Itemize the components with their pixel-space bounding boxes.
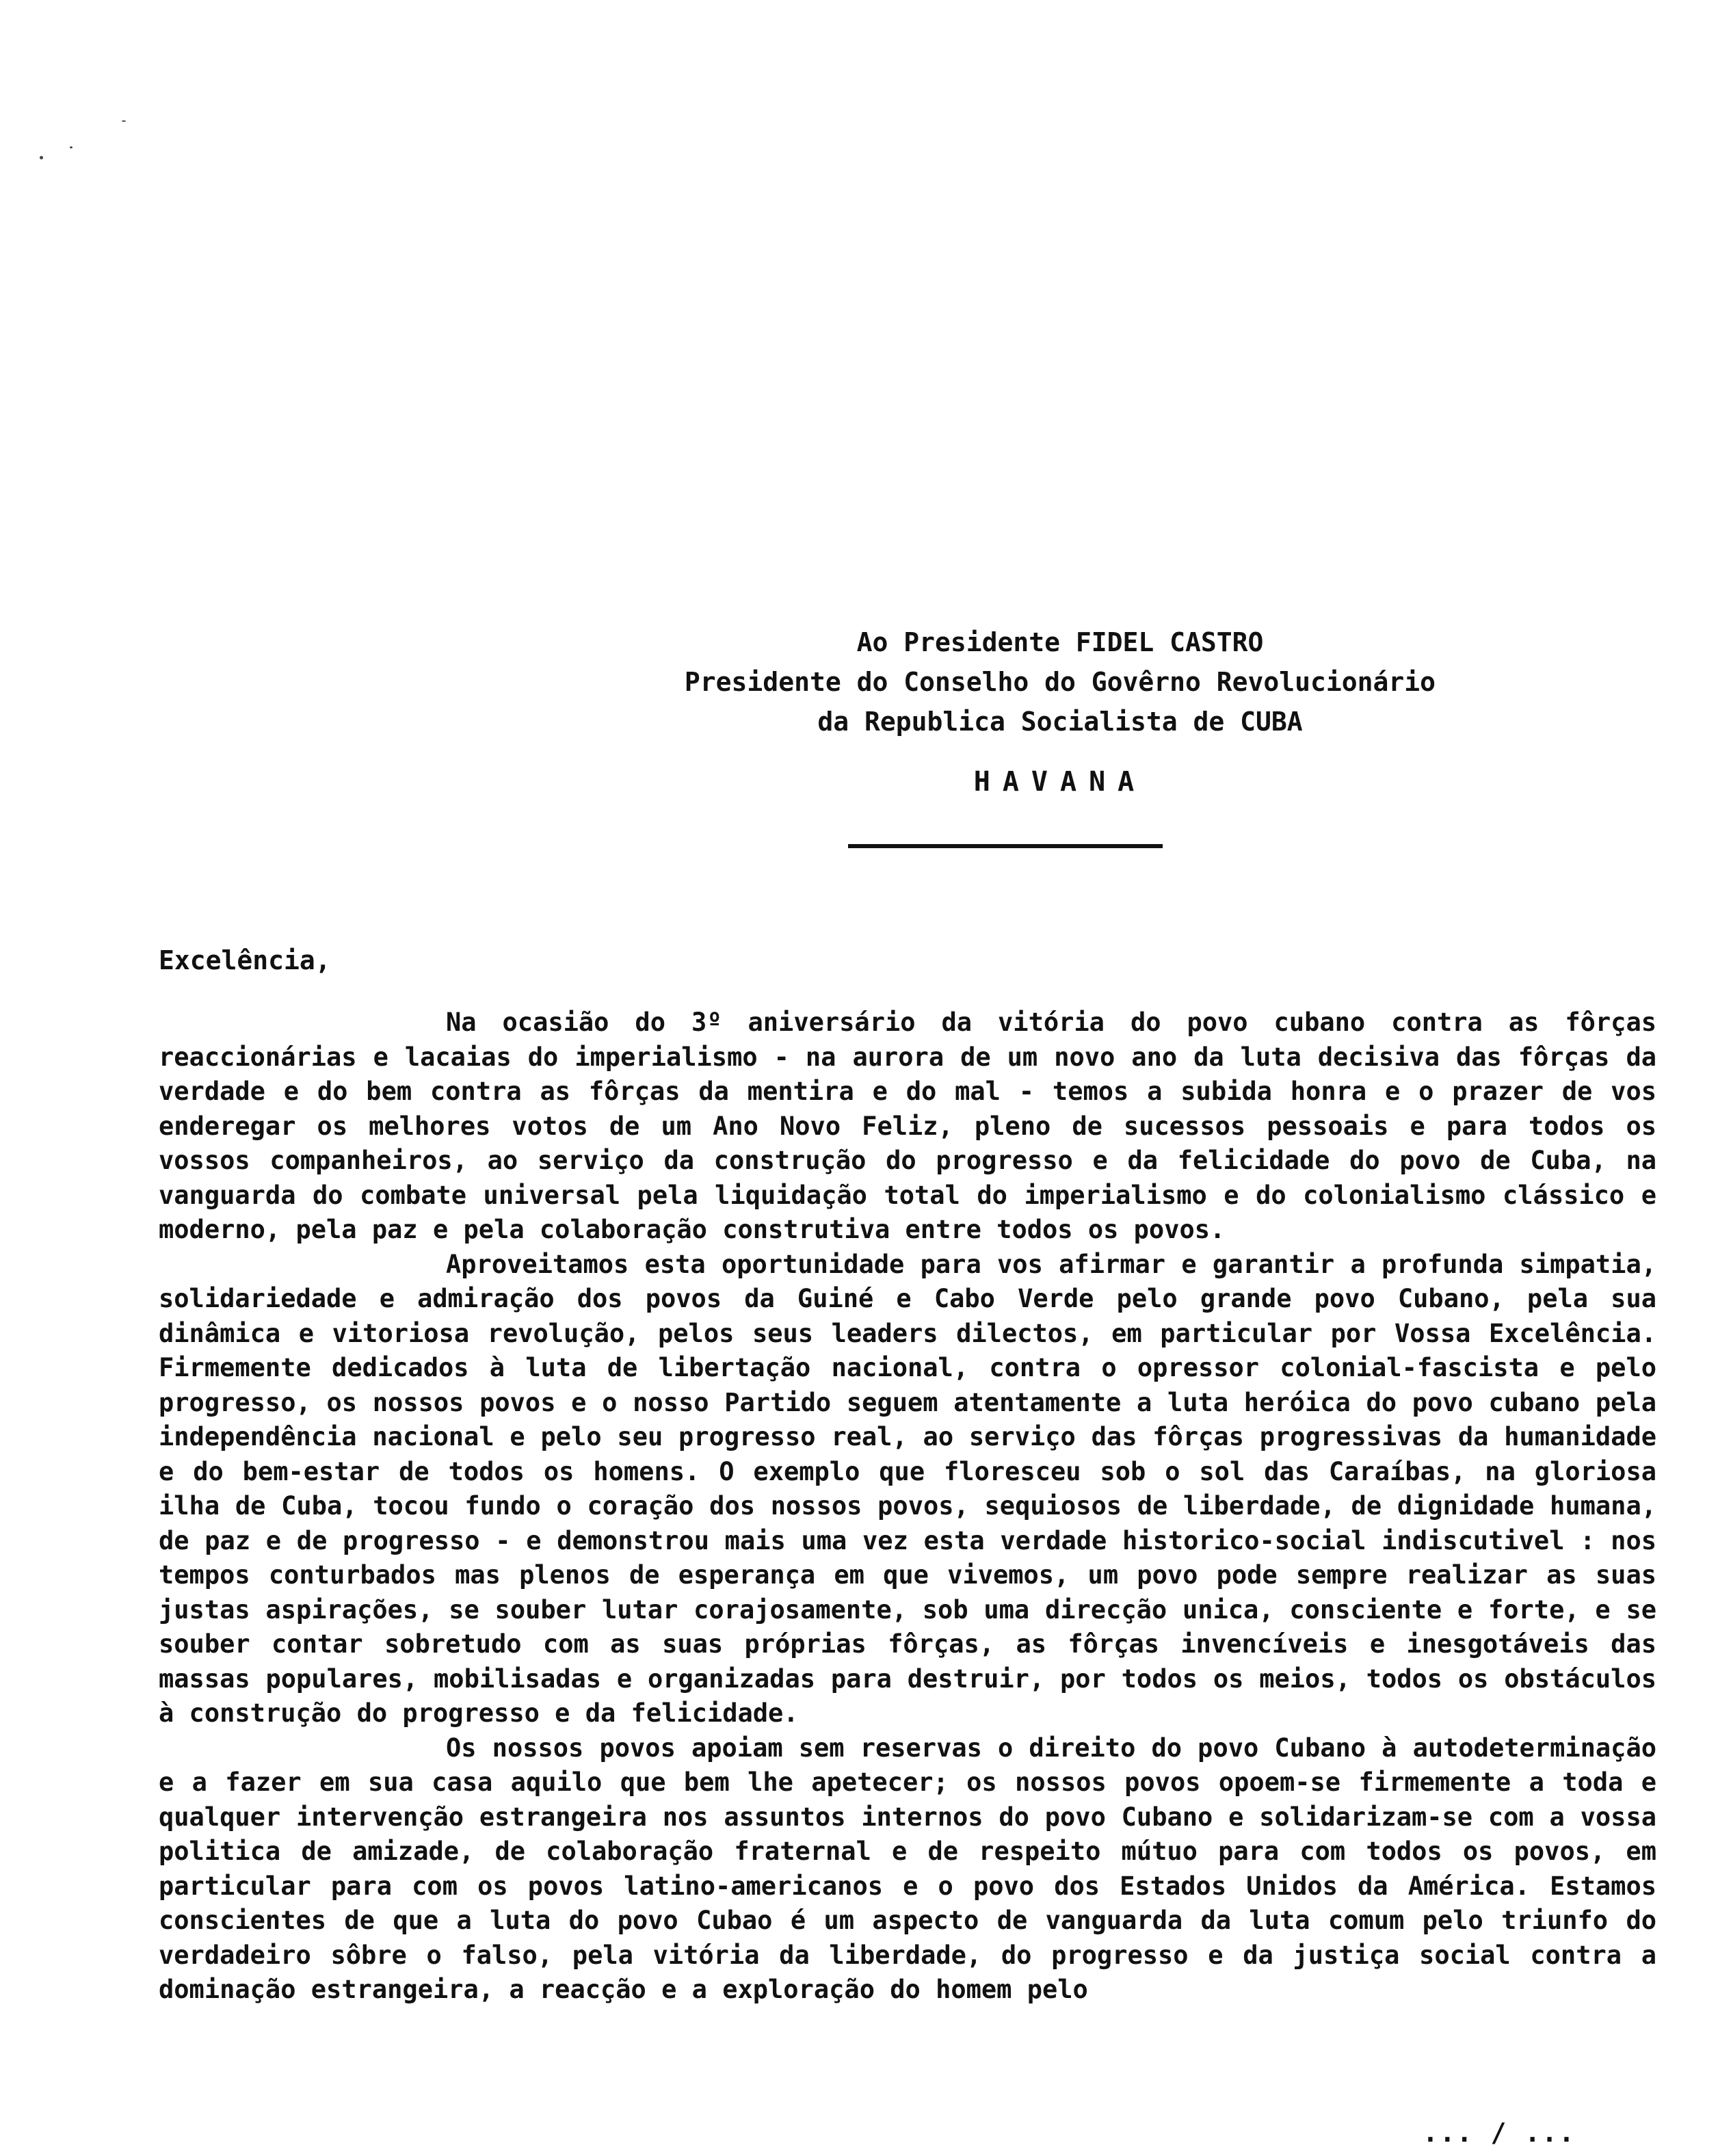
paragraph-1: Na ocasião do 3º aniversário da vitória do povo cubano contra as fôrças reaccionárias e lacaias do imperialismo - na aurora de um novo ano da luta decisiva das fôrças da verdade e do bem contra as fôrças da mentira e do mal - temos a subida honra e o prazer de vos enderegar os melhores votos de um Ano Novo Feliz, pleno de sucessos pessoais e para todos os vossos companheiros, ao serviço da construção do progresso e da felicidade do povo de Cuba, na vanguarda do combate universal pela liquidação total do imperialismo e do colonialismo clássico e moderno, pela paz e pela colaboração construtiva entre todos os povos. [159,1008,1656,1244]
addressee-line-2: Presidente do Conselho do Govêrno Revolucionário [684,667,1436,697]
addressee-city: HAVANA [973,766,1147,798]
salutation: Excelência, [159,945,331,975]
ink-speck [70,146,72,148]
continuation-mark: ... / ... [1423,2118,1576,2148]
addressee-line-3: da Republica Socialista de CUBA [817,707,1303,737]
paragraph-2: Aproveitamos esta oportunidade para vos afirmar e garantir a profunda simpatia, solidariedade e admiração dos povos da Guiné e Cabo Verde pelo grande povo Cubano, pela sua dinâmica e vitoriosa revolução, pelos seus leaders dilectos, em particular por Vossa Excelência. Firmemente dedicados à luta de libertação nacional, contra o opressor colonial-fascista e pelo progresso, os nossos povos e o nosso Partido seguem atentamente a luta heróica do povo cubano pela independência nacional e pelo seu progresso real, ao serviço das fôrças progressivas da humanidade e do bem-estar de todos os homens. O exemplo que floresceu sob o sol das Caraíbas, na gloriosa ilha de Cuba, tocou fundo o coração dos nossos povos, sequiosos de liberdade, de dignidade humana, de paz e de progresso - e demonstrou mais uma vez esta verdade historico-social indiscutivel : nos tempos conturbados mas plenos de esperança em que vivemos, um povo pode sempre realizar as suas justas aspirações, se souber lutar corajosamente, sob uma direcção unica, consciente e forte, e se souber contar sobretudo com as suas próprias fôrças, as fôrças invencíveis e inesgotáveis das massas populares, mobilisadas e organizadas para destruir, por todos os meios, todos os obstáculos à construção do progresso e da felicidade. [159,1249,1656,1728]
letter-body [159,1005,1656,2008]
addressee-line-1: Ao Presidente FIDEL CASTRO [856,627,1264,657]
addressee-block [479,622,1641,802]
paragraph-3: Os nossos povos apoiam sem reservas o direito do povo Cubano à autodeterminação e a fazer em sua casa aquilo que bem lhe apetecer; os nossos povos opoem-se firmemente a toda e qualquer intervenção estrangeira nos assuntos internos do povo Cubano e solidarizam-se com a vossa politica de amizade, de colaboração fraternal e de respeito mútuo para com todos os povos, em particular para com os povos latino-americanos e o povo dos Estados Unidos da América. Estamos conscientes de que a luta do povo Cubao é um aspecto de vanguarda da luta comum pelo triunfo do verdadeiro sôbre o falso, pela vitória da liberdade, do progresso e da justiça social contra a dominação estrangeira, a reacção e a exploração do homem pelo [159,1733,1656,2004]
ink-speck [40,156,43,159]
ink-speck [122,120,126,122]
city-underline [848,844,1163,848]
